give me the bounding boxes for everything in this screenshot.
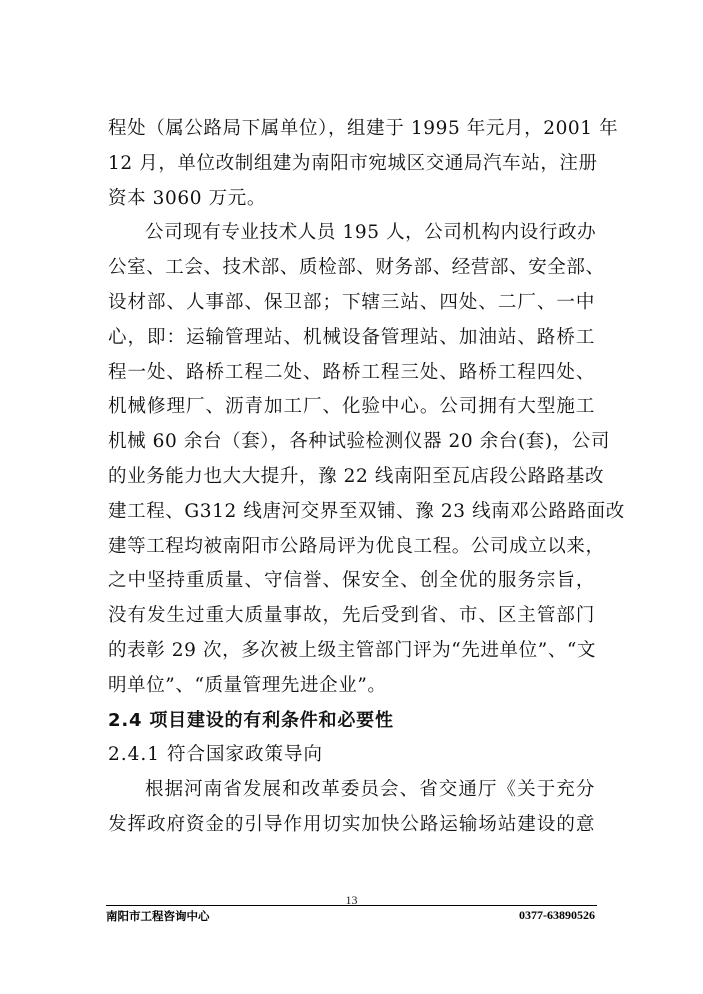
paragraph-line: 公司现有专业技术人员 195 人，公司机构内设行政办 [145, 222, 597, 244]
paragraph-line: 之中坚持重质量、守信誉、保安全、创全优的服务宗旨， [108, 570, 595, 592]
paragraph-line: 心，即：运输管理站、机械设备管理站、加油站、路桥工 [108, 326, 595, 348]
page-number: 13 [345, 893, 358, 907]
paragraph-line: 没有发生过重大质量事故，先后受到省、市、区主管部门 [108, 605, 595, 627]
paragraph-line: 的表彰 29 次，多次被上级主管部门评为“先进单位”、“文 [108, 639, 597, 661]
paragraph-line: 机械修理厂、沥青加工厂、化验中心。公司拥有大型施工 [108, 396, 595, 418]
paragraph-line: 建等工程均被南阳市公路局评为优良工程。公司成立以来， [108, 535, 605, 557]
paragraph-line: 程处（属公路局下属单位），组建于 1995 年元月，2001 年 [108, 118, 619, 139]
paragraph-line: 资本 3060 万元。 [108, 187, 266, 209]
paragraph-line: 机械 60 余台（套），各种试验检测仪器 20 余台(套)，公司 [108, 431, 610, 453]
footer-organization: 南阳市工程咨询中心 [106, 909, 210, 923]
body-text [108, 112, 625, 843]
section-heading: 2.4 项目建设的有利条件和必要性 [108, 709, 394, 731]
paragraph-line: 建工程、G312 线唐河交界至双铺、豫 23 线南邓公路路面改 [108, 500, 625, 522]
paragraph-line: 的业务能力也大大提升，豫 22 线南阳至瓦店段公路路基改 [108, 465, 605, 487]
paragraph-line: 根据河南省发展和改革委员会、省交通厅《关于充分 [145, 779, 595, 801]
paragraph-line: 12 月，单位改制组建为南阳市宛城区交通局汽车站，注册 [108, 152, 598, 174]
paragraph-line: 公室、工会、技术部、质检部、财务部、经营部、安全部、 [108, 257, 605, 279]
paragraph-line: 设材部、人事部、保卫部；下辖三站、四处、二厂、一中 [108, 291, 595, 313]
footer-phone: 0377-63890526 [519, 908, 595, 922]
paragraph-line: 程一处、路桥工程二处、路桥工程三处、路桥工程四处、 [108, 361, 595, 383]
paragraph-line: 发挥政府资金的引导作用切实加快公路运输场站建设的意 [108, 813, 595, 835]
subsection-heading: 2.4.1 符合国家政策导向 [108, 744, 323, 766]
footer-divider [106, 905, 597, 906]
paragraph-line: 明单位”、“质量管理先进企业”。 [108, 674, 387, 696]
